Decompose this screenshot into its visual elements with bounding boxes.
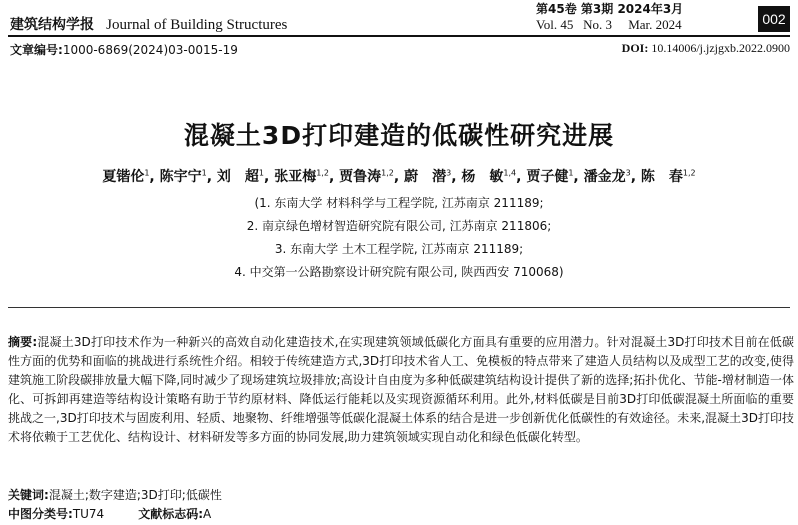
abstract-label: 摘要: — [8, 335, 38, 349]
author-name: 陈宇宁 — [159, 169, 202, 185]
section-divider — [8, 307, 790, 308]
keywords-text: 混凝土;数字建造;3D打印;低碳性 — [48, 488, 222, 502]
author — [160, 169, 207, 185]
author — [274, 169, 329, 185]
doi-value[interactable]: 10.14006/j.jzjgxb.2022.0900 — [651, 41, 790, 55]
clc-value: TU74 — [72, 507, 105, 521]
author-name: 贾子健 — [526, 169, 569, 185]
author-affiliation-mark: 3 — [625, 168, 631, 178]
keywords-label: 关键词: — [8, 488, 49, 502]
classification-line — [8, 505, 211, 522]
volume-en: Vol. 45 — [536, 17, 574, 32]
keywords — [8, 486, 222, 503]
abstract — [8, 333, 794, 447]
author-affiliation-mark: 3 — [446, 168, 452, 178]
clc-label: 中图分类号: — [8, 507, 73, 521]
author-list: 夏锴伦$^1$, 陈宇宁$^1$, 刘 超$^1$, 张亚梅$^{1,2}$, 贾鲁涛$^{1,2}$, 蔚 潜$^3$, 杨 敏$^{1,4}$, 贾子健$^1$, 潘金龙$^3$, 陈 春$^{1,2}$ — [102, 168, 696, 185]
affiliation-2: 2. 南京绿色增材智造研究院有限公司, 江苏南京 211806; — [246, 219, 552, 233]
article-number-label: 文章编号: — [10, 43, 63, 57]
author — [584, 169, 631, 185]
author — [217, 169, 264, 185]
doc-code-value: A — [203, 507, 212, 521]
journal-header — [10, 14, 287, 34]
author-name: 夏锴伦 — [102, 169, 145, 185]
article-number-value: 1000-6869(2024)03-0015-19 — [62, 43, 238, 57]
article-number — [10, 41, 238, 58]
author-affiliation-mark: 1 — [144, 168, 150, 178]
affiliation-4: 4. 中交第一公路勘察设计研究院有限公司, 陕西西安 710068) — [234, 265, 564, 279]
author-affiliation-mark: 1,2 — [682, 168, 696, 178]
author-name: 刘 超 — [216, 169, 259, 185]
author — [339, 169, 394, 185]
author-name: 贾鲁涛 — [339, 169, 382, 185]
author-affiliation-mark: 1 — [201, 168, 207, 178]
issue-info — [536, 2, 683, 32]
author-affiliation-mark: 1 — [568, 168, 574, 178]
issue-en: No. 3 — [583, 17, 612, 32]
author-affiliation-mark: 1,4 — [503, 168, 517, 178]
doi-label: DOI: — [621, 41, 649, 55]
issue-cn: 第3期 — [580, 2, 614, 16]
journal-name-en: Journal of Building Structures — [106, 17, 288, 33]
paper-title: 混凝土3D打印建造的低碳性研究进展 — [183, 121, 615, 150]
affiliation-1: (1. 东南大学 材料科学与工程学院, 江苏南京 211189; — [254, 196, 544, 210]
page-number-badge: 002 — [758, 6, 790, 32]
author — [641, 169, 696, 185]
author-affiliation-mark: 1,2 — [316, 168, 329, 178]
volume-cn: 第45卷 — [536, 2, 577, 16]
author-name: 潘金龙 — [583, 169, 626, 185]
abstract-text: 混凝土3D打印技术作为一种新兴的高效自动化建造技术,在实现建筑领域低碳化方面具有重要的应用潜力。针对混凝土3D打印技术目前在低碳性方面的优势和面临的挑战进行系统性介绍。相较于传统建造方式,3D打印技术省人工、免模板的特点带来了建造人员结构以及成型工艺的改变,使得建筑施工阶段碳排放量大幅下降,同时减少了现场建筑垃圾排放;高设计自由度为多种低碳建筑结构设计提供了新的选择;拓扑优化、节能-增材制造一体化、可拆卸再建造等结构设计策略有助于节约原材料、降低运行能耗以及实现资源循环利用。此外,材料低碳是目前3D打印低碳混凝土所面临的重要挑战之一,3D打印技术与固废利用、轻质、地聚物、纤维增强等低碳化混凝土体系的结合是进一步创新优化低碳性的有效途径。未来,混凝土3D打印技术将依赖于工艺优化、结构设计、材料研发等多方面的协同发展,助力建筑领域实现自动化和绿色低碳化转型。 — [8, 335, 794, 444]
doi[interactable] — [622, 41, 790, 56]
author-name: 陈 春 — [640, 169, 683, 185]
author-name: 蔚 潜 — [404, 169, 447, 185]
author-affiliation-mark: 1,2 — [381, 168, 394, 178]
affiliation-3: 3. 东南大学 土木工程学院, 江苏南京 211189; — [274, 242, 524, 256]
doc-code-label: 文献标志码: — [138, 507, 204, 521]
author — [526, 169, 573, 185]
author — [102, 169, 149, 185]
author-affiliation-mark: 1 — [258, 168, 265, 178]
header-rule — [8, 35, 790, 37]
author — [404, 169, 451, 185]
author-name: 杨 敏 — [461, 169, 504, 185]
author-name: 张亚梅 — [274, 169, 317, 185]
date-cn: 2024年3月 — [617, 2, 684, 16]
journal-name-cn: 建筑结构学报 — [10, 17, 94, 33]
author — [461, 169, 516, 185]
date-en: Mar. 2024 — [628, 17, 682, 32]
